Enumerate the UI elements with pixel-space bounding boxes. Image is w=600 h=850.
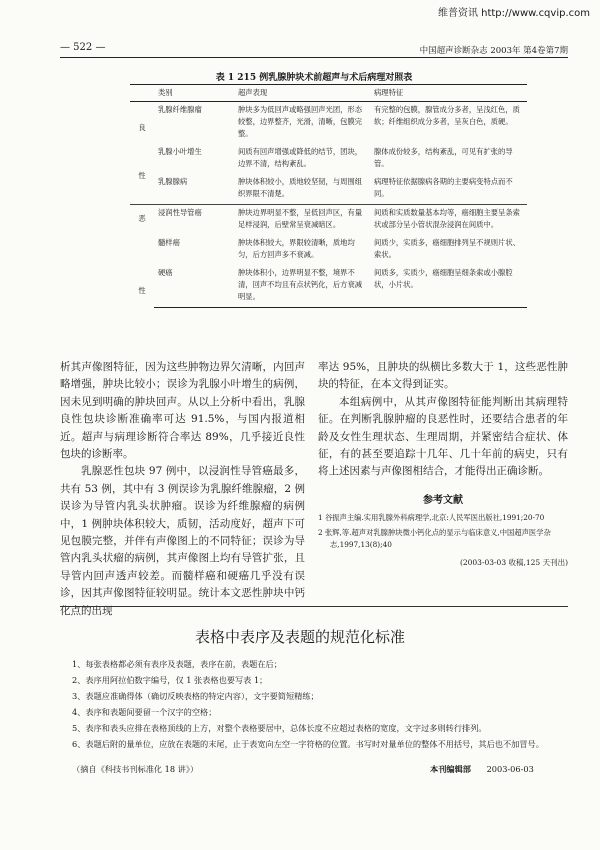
table-row: [130, 174, 527, 205]
list-item: 1、每张表格都必须有表序及表题，表序在前，表题在后；: [72, 659, 282, 669]
table-cell: 肿块体积较大，界限较清晰，质地均匀，后方回声多不衰减。: [238, 238, 355, 259]
table-header-blank: [130, 85, 154, 102]
table-cell: 肿块边界明显不整，呈低回声区，有量足样浸润，后壁常呈衰减暗区。: [234, 205, 370, 236]
table-row: [130, 205, 527, 236]
table-cell: 髓样癌: [158, 238, 180, 247]
list-item: 4、表序和表题间要留一个汉字的空格；: [72, 707, 217, 717]
table-header-pathology: 病理特征: [370, 85, 527, 102]
watermark: 维普资讯 http://www.cqvip.com: [437, 8, 590, 19]
table-cell: 腺体成份较多，结构紊乱，可见有扩张的导管。: [374, 147, 513, 168]
table-cell: 浸润性导管癌: [154, 205, 234, 236]
table-header-ultrasound: 超声表现: [234, 85, 370, 102]
group-label-malignant: 恶 性: [130, 205, 154, 308]
standards-list: [72, 656, 582, 752]
section-title: 表格中表序及表题的规范化标准: [194, 628, 405, 646]
table-cell: 乳腺小叶增生: [158, 147, 202, 156]
editor-name: 本刊编辑部: [430, 764, 471, 774]
body-paragraph: 乳腺恶性包块 97 例中，以浸润性导管癌最多，共有 53 例，其中有 3 例误诊为乳腺纤维腺瘤，2 例误诊为导管内乳头状肿瘤。误诊为纤维腺瘤的病例中，1 例肿块体积较大，质韧，活动度好，超声下可见包膜完整，并伴有声像图上的不同特征；误诊为导管内乳头状瘤的病例，其声像图上均有导管扩张，且导管内回声透声较差。而髓样癌和硬癌几乎没有误诊，因其声像图特征较明显。统计本文恶性肿块中钙化点的出现: [60, 465, 305, 617]
list-item: 5、表序和表头应排在表格顶线的上方，对整个表格要居中，总体长度不应超过表格的宽度，文字过多则转行排列。: [72, 723, 487, 733]
table-row: [130, 265, 527, 308]
table-cell: 肿块体积较小，质地较坚韧，与周围组织界限不清楚。: [238, 177, 363, 198]
comparison-table: [130, 84, 527, 308]
group-label-benign: 良 性: [138, 123, 146, 180]
table-cell: 间质少，实质多，癌细胞排列呈不规则片状、索状。: [374, 238, 520, 259]
table-row: [130, 102, 527, 145]
table-header-category: 类别: [154, 85, 234, 102]
reference-item: 1 谷振声主编.实用乳腺外科病理学,北京:人民军医出版社,1991;20-70: [318, 512, 545, 522]
table-caption: 表 1 215 例乳腺肿块术前超声与术后病理对照表: [215, 73, 413, 83]
table-cell: 间质和实质数量基本均等，癌细胞主要呈条索状或部分呈小管状混杂浸润在间质中。: [370, 205, 527, 236]
table-cell: 间质多，实质少，癌细胞呈细条索或小腺腔状，小片状。: [370, 265, 527, 308]
page-number: — 522 —: [60, 42, 106, 53]
table-cell: 乳腺纤维腺瘤: [158, 105, 202, 114]
received-date: (2003-03-03 收稿,125 天刊出): [459, 557, 568, 567]
body-paragraph: 本组病例中，从其声像图特征能判断出其病理特征。在判断乳腺肿瘤的良恶性时，还要结合患者的年龄及女性生理状态、生理周期，并紧密结合症状、体征，有的甚至要追踪十几年、几十年前的病史，只有将上述因素与声像图相结合，才能得出正确诊断。: [318, 395, 568, 478]
body-column-right: [318, 359, 568, 568]
table-cell: 肿块体积小，边界明显不整，境界不清，回声不均且有点状钙化，后方衰减明显。: [234, 265, 370, 308]
table-cell: 病理特征依据腺病各期的主要病变特点而不同。: [374, 177, 513, 198]
body-column-left: [60, 359, 305, 620]
section-divider: [60, 606, 568, 607]
body-paragraph: 率达 95%，且肿块的纵横比多数大于 1，这些恶性肿块的特征，在本文得到证实。: [318, 361, 568, 391]
table-header-row: [130, 85, 527, 102]
list-item: 3、表题应准确得体（确切反映表格的特定内容），文字要简短精练；: [72, 691, 319, 701]
body-paragraph: 析其声像图特征，因为这些肿物边界欠清晰，内回声略增强，肿块比较小；误诊为乳腺小叶增生的病例，因未见到明确的肿块回声。从以上分析中看出，乳腺良性包块诊断准确率可达 91.5%，与国内报道相近。超声与病理诊断符合率达 89%，几乎接近良性包块的诊断率。: [60, 361, 305, 461]
source-note: （摘自《科技书刊标准化 18 讲》）: [72, 764, 199, 774]
table-cell: 硬癌: [154, 265, 234, 308]
list-item: 2、表序用阿拉伯数字编号，仅 1 张表格也要写表 1；: [72, 675, 268, 685]
table-cell: 乳腺腺病: [158, 177, 188, 186]
references-heading: 参考文献: [423, 494, 463, 506]
table-row: [130, 235, 527, 265]
table-cell: 有完整的包膜，腺管成分多者，呈浅红色，质软；纤维组织成分多者，呈灰白色，质硬。: [374, 105, 520, 126]
editor-date: 2003-06-03: [486, 764, 534, 774]
list-item: 6、表题后附的量单位，应放在表题的末尾，止于表宽向左空一字符格的位置。书写时对量单位的整体不用括号，其后也不加冒号。: [72, 739, 544, 749]
journal-header: 中国超声诊断杂志 2003年 第4卷第7期: [419, 46, 568, 56]
editor-signoff: [430, 764, 534, 775]
header-rule: [60, 57, 568, 58]
reference-item: 2 张辉,等.超声对乳腺肿块微小钙化点的显示与临床意义,中国超声医学杂志,1997,13(8);40: [318, 527, 551, 549]
table-cell: 肿块多为低回声或略强回声光团，形态较整，边界整齐，光滑，清晰，包膜完整。: [238, 105, 363, 138]
table-row: [130, 144, 527, 174]
table-cell: 间质有回声增强或降低的结节，团块，边界不清，结构紊乱。: [238, 147, 363, 168]
